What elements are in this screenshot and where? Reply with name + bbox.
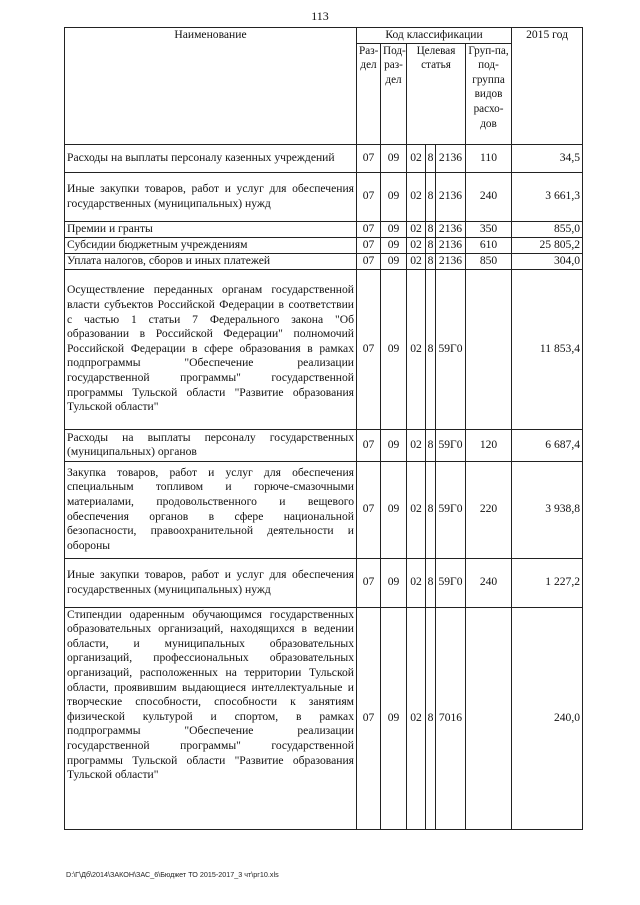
row-cs-subprogram: 8 — [426, 144, 436, 172]
row-podrazdel: 09 — [381, 144, 407, 172]
header-target-article: Целевая статья — [407, 43, 466, 144]
footer-file-path: D:\Г\Дб\2014\ЗАКОН\ЗАС_6\Бюджет ТО 2015-2017_3 чт\рг10.xls — [66, 870, 279, 879]
row-name: Субсидии бюджетным учреждениям — [65, 237, 357, 253]
row-razdel: 07 — [357, 558, 381, 607]
row-cs-program: 02 — [407, 221, 426, 237]
row-cs-direction: 2136 — [436, 172, 466, 221]
row-podrazdel: 09 — [381, 253, 407, 269]
header-name: Наименование — [65, 28, 357, 145]
row-cs-program: 02 — [407, 237, 426, 253]
header-classification: Код классификации — [357, 28, 512, 44]
row-cs-program: 02 — [407, 144, 426, 172]
row-amount: 11 853,4 — [512, 269, 583, 429]
row-name: Осуществление переданных органам государственной власти субъектов Российской Федерации в соответствии с частью 1 статьи 7 Федерального закона "Об образовании в Российской Федерации" полномочий Российской Федерации в сфере образования в рамках подпрограммы "Обеспечение реализации государственной программы" государственной программы Тульской области "Развитие образования Тульской области" — [65, 269, 357, 429]
row-vid: 240 — [466, 558, 512, 607]
header-subsection: Под-раз-дел — [381, 43, 407, 144]
row-cs-program: 02 — [407, 253, 426, 269]
header-year: 2015 год — [512, 28, 583, 145]
table-row — [65, 172, 583, 221]
table-row — [65, 607, 583, 829]
row-vid: 120 — [466, 429, 512, 461]
row-vid: 850 — [466, 253, 512, 269]
table-row — [65, 144, 583, 172]
table-row — [65, 269, 583, 429]
row-podrazdel: 09 — [381, 429, 407, 461]
table-row — [65, 429, 583, 461]
row-podrazdel: 09 — [381, 237, 407, 253]
row-cs-subprogram: 8 — [426, 461, 436, 558]
row-amount: 304,0 — [512, 253, 583, 269]
row-name: Уплата налогов, сборов и иных платежей — [65, 253, 357, 269]
row-razdel: 07 — [357, 607, 381, 829]
row-cs-direction: 59Г0 — [436, 461, 466, 558]
row-cs-direction: 2136 — [436, 144, 466, 172]
row-razdel: 07 — [357, 172, 381, 221]
row-cs-program: 02 — [407, 172, 426, 221]
row-cs-direction: 2136 — [436, 253, 466, 269]
row-vid — [466, 269, 512, 429]
table-row — [65, 221, 583, 237]
header-section: Раз-дел — [357, 43, 381, 144]
row-name: Иные закупки товаров, работ и услуг для обеспечения государственных (муниципальных) нужд — [65, 558, 357, 607]
row-podrazdel: 09 — [381, 558, 407, 607]
row-name: Расходы на выплаты персоналу казенных учреждений — [65, 144, 357, 172]
page-number: 113 — [311, 9, 329, 23]
row-amount: 240,0 — [512, 607, 583, 829]
row-razdel: 07 — [357, 269, 381, 429]
row-podrazdel: 09 — [381, 221, 407, 237]
table-row — [65, 558, 583, 607]
row-razdel: 07 — [357, 144, 381, 172]
table-row — [65, 253, 583, 269]
row-cs-direction: 59Г0 — [436, 269, 466, 429]
row-razdel: 07 — [357, 461, 381, 558]
row-amount: 6 687,4 — [512, 429, 583, 461]
table-header — [65, 28, 583, 145]
row-cs-subprogram: 8 — [426, 558, 436, 607]
row-amount: 855,0 — [512, 221, 583, 237]
row-cs-direction: 2136 — [436, 237, 466, 253]
row-name: Премии и гранты — [65, 221, 357, 237]
row-cs-program: 02 — [407, 461, 426, 558]
row-name: Закупка товаров, работ и услуг для обеспечения специальным топливом и горюче-смазочными материалами, продовольственного и вещевого обеспечения органов в сфере национальной безопасности, правоохранительной деятельности и обороны — [65, 461, 357, 558]
row-razdel: 07 — [357, 253, 381, 269]
row-amount: 34,5 — [512, 144, 583, 172]
row-razdel: 07 — [357, 429, 381, 461]
row-cs-direction: 7016 — [436, 607, 466, 829]
row-cs-program: 02 — [407, 269, 426, 429]
row-amount: 25 805,2 — [512, 237, 583, 253]
row-cs-subprogram: 8 — [426, 221, 436, 237]
row-vid — [466, 607, 512, 829]
row-vid: 350 — [466, 221, 512, 237]
row-cs-subprogram: 8 — [426, 253, 436, 269]
row-cs-program: 02 — [407, 429, 426, 461]
row-cs-subprogram: 8 — [426, 429, 436, 461]
row-podrazdel: 09 — [381, 172, 407, 221]
row-cs-direction: 2136 — [436, 221, 466, 237]
row-vid: 240 — [466, 172, 512, 221]
row-vid: 220 — [466, 461, 512, 558]
row-cs-direction: 59Г0 — [436, 558, 466, 607]
row-cs-program: 02 — [407, 558, 426, 607]
row-vid: 110 — [466, 144, 512, 172]
table-row — [65, 237, 583, 253]
row-cs-subprogram: 8 — [426, 607, 436, 829]
row-amount: 1 227,2 — [512, 558, 583, 607]
row-name: Расходы на выплаты персоналу государственных (муниципальных) органов — [65, 429, 357, 461]
row-name: Стипендии одаренным обучающимся государственных образовательных организаций, находящихся в ведении области, и муниципальных образовательных организаций, профессиональных образовательных организаций, расположенных на территории Тульской области, проявившим выдающиеся интеллектуальные и творческие способности, способности к занятиям физической культурой и спортом, в рамках подпрограммы "Обеспечение реализации государственной программы" государственной программы Тульской области "Развитие образования Тульской области" — [65, 607, 357, 829]
row-name: Иные закупки товаров, работ и услуг для обеспечения государственных (муниципальных) нужд — [65, 172, 357, 221]
row-amount: 3 661,3 — [512, 172, 583, 221]
row-cs-program: 02 — [407, 607, 426, 829]
row-razdel: 07 — [357, 221, 381, 237]
row-cs-subprogram: 8 — [426, 269, 436, 429]
row-podrazdel: 09 — [381, 607, 407, 829]
row-amount: 3 938,8 — [512, 461, 583, 558]
budget-table — [64, 27, 583, 830]
row-cs-subprogram: 8 — [426, 237, 436, 253]
row-cs-subprogram: 8 — [426, 172, 436, 221]
header-expense-group: Груп-па, под-группа видов расхо-дов — [466, 43, 512, 144]
row-podrazdel: 09 — [381, 269, 407, 429]
row-razdel: 07 — [357, 237, 381, 253]
row-cs-direction: 59Г0 — [436, 429, 466, 461]
row-podrazdel: 09 — [381, 461, 407, 558]
row-vid: 610 — [466, 237, 512, 253]
table-row — [65, 461, 583, 558]
table-body — [65, 144, 583, 829]
